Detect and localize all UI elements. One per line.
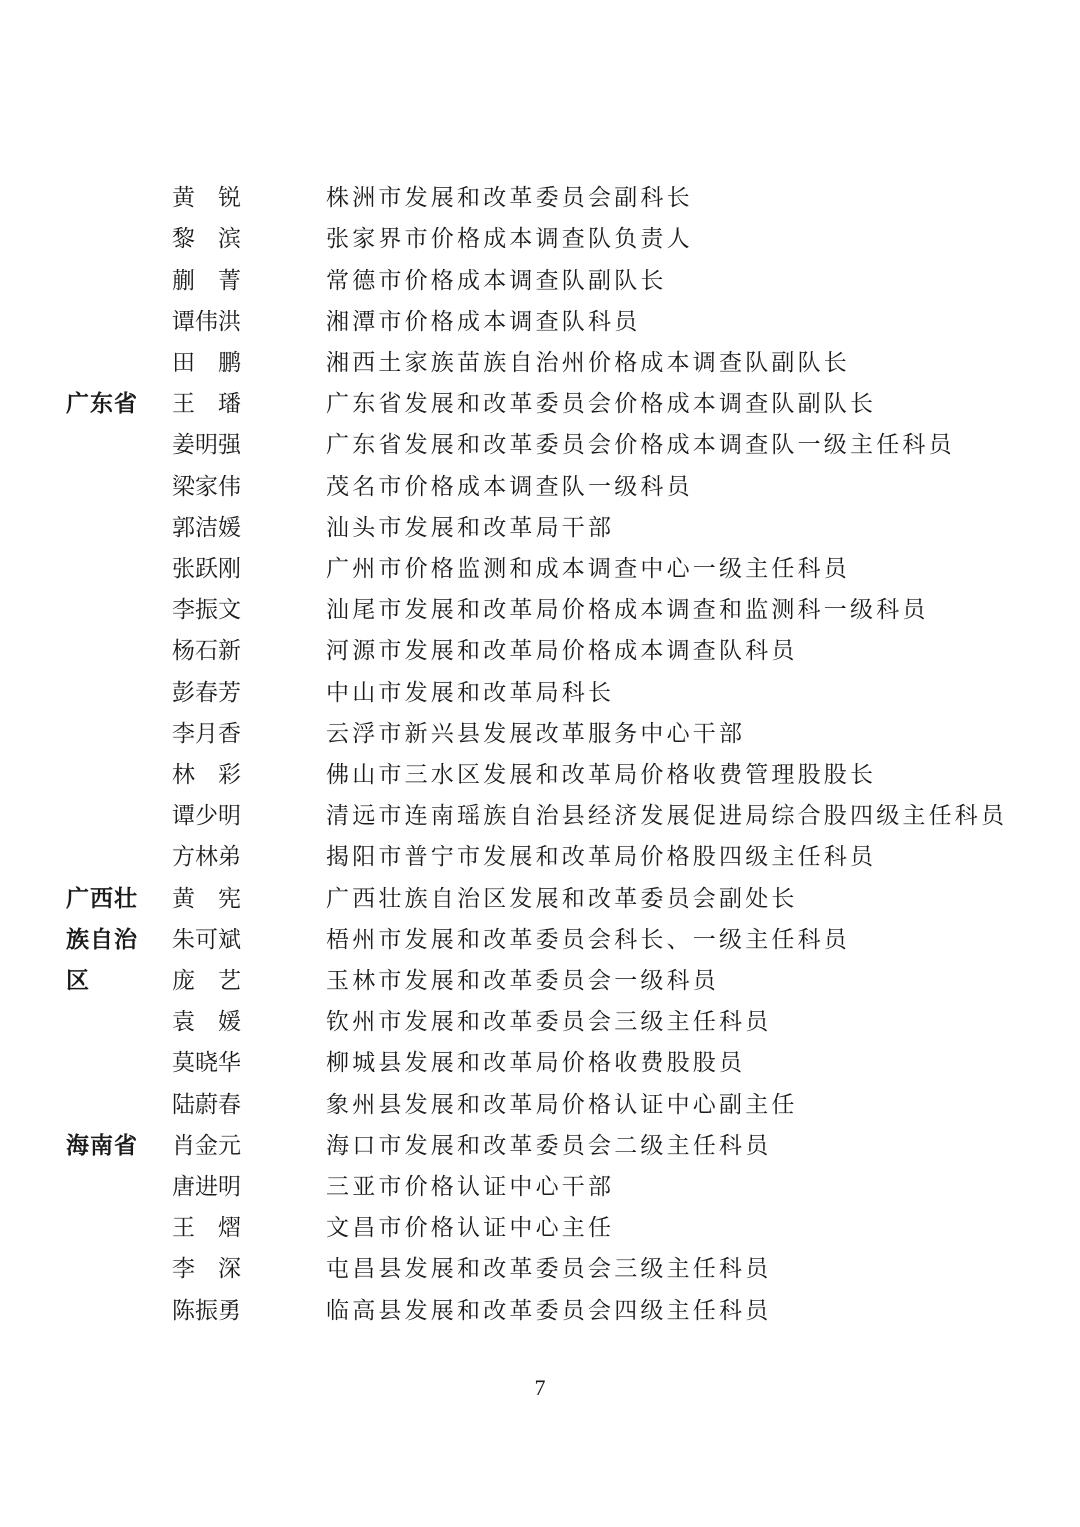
person-title: 揭阳市普宁市发展和改革局价格股四级主任科员	[326, 844, 877, 870]
person-title: 汕尾市发展和改革局价格成本调查和监测科一级科员	[326, 597, 929, 623]
person-name: 黄 宪	[172, 886, 241, 912]
person-name: 谭伟洪	[172, 309, 241, 335]
person-name: 陈振勇	[172, 1298, 241, 1324]
list-item	[0, 837, 1080, 878]
list-item	[0, 261, 1080, 302]
person-title: 湘西土家族苗族自治州价格成本调查队副队长	[326, 350, 850, 376]
person-name: 谭少明	[172, 803, 241, 829]
person-name: 郭洁媛	[172, 515, 241, 541]
person-name: 王 熠	[172, 1215, 241, 1241]
person-name: 田 鹏	[172, 350, 241, 376]
person-name: 陆蔚春	[172, 1092, 241, 1118]
person-name: 张跃刚	[172, 556, 241, 582]
person-name: 袁 媛	[172, 1009, 241, 1035]
person-title: 广东省发展和改革委员会价格成本调查队副队长	[326, 391, 877, 417]
person-name: 蒯 菁	[172, 268, 241, 294]
list-item	[0, 1249, 1080, 1290]
person-title: 茂名市价格成本调查队一级科员	[326, 474, 693, 500]
person-name: 杨石新	[172, 638, 241, 664]
list-item	[0, 796, 1080, 837]
person-name: 黄 锐	[172, 185, 241, 211]
list-item	[0, 631, 1080, 672]
person-name: 梁家伟	[172, 474, 241, 500]
person-title: 广州市价格监测和成本调查中心一级主任科员	[326, 556, 850, 582]
person-name: 彭春芳	[172, 680, 241, 706]
province-label: 区	[66, 968, 90, 994]
person-name: 李振文	[172, 597, 241, 623]
list-item	[0, 755, 1080, 796]
province-label: 族自治	[66, 927, 138, 953]
person-title: 张家界市价格成本调查队负责人	[326, 226, 693, 252]
list-item	[0, 219, 1080, 260]
person-title: 中山市发展和改革局科长	[326, 680, 615, 706]
person-title: 湘潭市价格成本调查队科员	[326, 309, 641, 335]
person-title: 云浮市新兴县发展改革服务中心干部	[326, 721, 746, 747]
person-name: 林 彩	[172, 762, 241, 788]
person-title: 玉林市发展和改革委员会一级科员	[326, 968, 719, 994]
list-item	[0, 467, 1080, 508]
page-number: 7	[534, 1375, 546, 1400]
person-title: 河源市发展和改革局价格成本调查队科员	[326, 638, 798, 664]
person-title: 清远市连南瑶族自治县经济发展促进局综合股四级主任科员	[326, 803, 1008, 829]
person-title: 屯昌县发展和改革委员会三级主任科员	[326, 1256, 772, 1282]
list-item	[0, 508, 1080, 549]
person-name: 黎 滨	[172, 226, 241, 252]
person-title: 广西壮族自治区发展和改革委员会副处长	[326, 886, 798, 912]
person-name: 庞 艺	[172, 968, 241, 994]
person-title: 文昌市价格认证中心主任	[326, 1215, 615, 1241]
list-item	[0, 1043, 1080, 1084]
person-name: 肖金元	[172, 1133, 241, 1159]
person-name: 李 深	[172, 1256, 241, 1282]
list-item	[0, 714, 1080, 755]
list-item	[0, 590, 1080, 631]
list-item	[0, 961, 1080, 1002]
person-name: 莫晓华	[172, 1050, 241, 1076]
person-title: 海口市发展和改革委员会二级主任科员	[326, 1133, 772, 1159]
person-title: 象州县发展和改革局价格认证中心副主任	[326, 1092, 798, 1118]
list-item	[0, 1291, 1080, 1332]
person-title: 佛山市三水区发展和改革局价格收费管理股股长	[326, 762, 877, 788]
person-title: 三亚市价格认证中心干部	[326, 1174, 615, 1200]
person-title: 钦州市发展和改革委员会三级主任科员	[326, 1009, 772, 1035]
list-item	[0, 1167, 1080, 1208]
person-name: 方林弟	[172, 844, 241, 870]
province-label: 广西壮	[66, 886, 138, 912]
list-item	[0, 1002, 1080, 1043]
person-name: 唐进明	[172, 1174, 241, 1200]
list-item	[0, 343, 1080, 384]
list-item	[0, 1208, 1080, 1249]
person-name: 朱可斌	[172, 927, 241, 953]
person-title: 株洲市发展和改革委员会副科长	[326, 185, 693, 211]
person-title: 柳城县发展和改革局价格收费股股员	[326, 1050, 746, 1076]
province-label: 广东省	[66, 391, 138, 417]
person-title: 常德市价格成本调查队副队长	[326, 268, 667, 294]
list-item	[0, 384, 1080, 425]
person-name: 王 璠	[172, 391, 241, 417]
person-name: 姜明强	[172, 432, 241, 458]
province-label: 海南省	[66, 1133, 138, 1159]
list-item	[0, 1126, 1080, 1167]
list-item	[0, 1085, 1080, 1126]
list-item	[0, 302, 1080, 343]
list-item	[0, 549, 1080, 590]
person-title: 临高县发展和改革委员会四级主任科员	[326, 1298, 772, 1324]
list-item	[0, 673, 1080, 714]
person-title: 梧州市发展和改革委员会科长、一级主任科员	[326, 927, 850, 953]
list-item	[0, 178, 1080, 219]
list-item	[0, 425, 1080, 466]
person-title: 广东省发展和改革委员会价格成本调查队一级主任科员	[326, 432, 955, 458]
person-title: 汕头市发展和改革局干部	[326, 515, 615, 541]
list-item	[0, 920, 1080, 961]
person-name: 李月香	[172, 721, 241, 747]
list-item	[0, 879, 1080, 920]
